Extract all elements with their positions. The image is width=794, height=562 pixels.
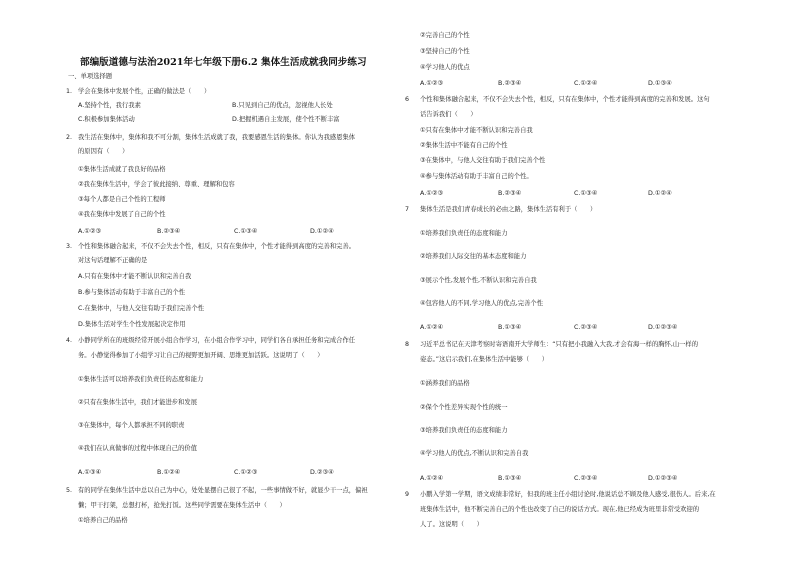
question-7-item-3: ③展示个性,发展个性,不断认识和完善自我 <box>420 277 537 284</box>
question-5-number: 5. <box>66 487 73 494</box>
question-2-option-b: B.②③④ <box>157 228 181 235</box>
question-8-option-c: C.②③④ <box>574 475 598 482</box>
q5-cont-item-2: ②完善自己的个性 <box>420 32 470 39</box>
question-2-stem-line2: 的原因有（ ） <box>78 148 129 155</box>
question-3-option-c: C.在集体中，与他人交往有助于我们完善个性 <box>78 305 205 312</box>
question-8-item-4: ④学习他人的优点,不断认识和完善自我 <box>420 450 529 457</box>
question-9-stem-line3: 人了。这说明（ ） <box>420 521 483 528</box>
question-8-item-1: ①涵养我们的品格 <box>420 380 470 387</box>
question-6-item-3: ③在集体中，与他人交往有助于我们完善个性 <box>420 157 546 164</box>
question-7-option-c: C.②③④ <box>574 324 598 331</box>
question-6-item-2: ②集体生活中不能有自己的个性 <box>420 142 508 149</box>
question-6-option-a: A.①②③ <box>420 190 444 197</box>
question-1-option-d: D.把握机遇自主发展，使个性不断丰富 <box>232 116 340 123</box>
question-6-stem-line2: 话告诉我们（ ） <box>420 111 477 118</box>
question-7-item-4: ④包容他人的不同,学习他人的优点,完善个性 <box>420 300 543 307</box>
question-4-item-3: ③在集体中，每个人都承担不同的职责 <box>78 422 185 429</box>
question-7-option-a: A.①②④ <box>420 324 444 331</box>
q5-cont-item-4: ④学习他人的优点 <box>420 64 470 71</box>
question-4-option-c: C.①②③ <box>234 469 258 476</box>
question-7-number: 7 <box>405 206 410 213</box>
question-8-option-d: D.①②③④ <box>648 475 678 482</box>
question-4-stem-line2: 务。小静觉得参加了小组学习让自己的视野更加开阔、思维更加活跃。这说明了（ ） <box>78 352 324 359</box>
question-3-number: 3. <box>66 243 73 250</box>
question-4-option-b: B.①②④ <box>157 469 181 476</box>
q5-cont-item-3: ③坚持自己的个性 <box>420 48 470 55</box>
question-9-number: 9 <box>405 491 410 498</box>
question-2-item-1: ①集体生活成就了我良好的品格 <box>78 166 166 173</box>
question-6-option-b: B.②③④ <box>498 190 522 197</box>
question-3-option-b: B.参与集体活动有助于丰富自己的个性 <box>78 289 186 296</box>
question-3-option-d: D.集体生活对学生个性发展起决定作用 <box>78 321 186 328</box>
question-4-stem-line1: 小静同学所在的班级经常开展小组合作学习，在小组合作学习中，同学们各自承担任务和完成合作任 <box>78 337 356 344</box>
question-2-option-d: D.①②④ <box>310 228 334 235</box>
question-4-number: 4. <box>66 337 73 344</box>
question-8-option-b: B.①③④ <box>498 475 522 482</box>
question-4-item-1: ①集体生活可以培养我们负责任的态度和能力 <box>78 376 204 383</box>
question-3-stem-line2: 对这句话理解不正确的是 <box>78 257 148 264</box>
question-6-stem-line1: 个性和集体融合起来，不仅不会失去个性，相反，只有在集体中，个性才能得到高度的完善和发展。这句 <box>420 96 710 103</box>
question-2-stem-line1: 我生活在集体中，集体和我不可分割，集体生活成就了我，我要感恩生活的集体。你认为我感恩集体 <box>78 134 356 141</box>
question-2-item-4: ④我在集体中发展了自己的个性 <box>78 211 166 218</box>
question-5-option-b: B.②③④ <box>498 80 522 87</box>
question-1-option-a: A.坚持个性，我行我素 <box>78 102 141 109</box>
question-6-option-c: C.①③④ <box>574 190 598 197</box>
question-5-option-d: D.①③④ <box>648 80 672 87</box>
question-2-option-a: A.①②③ <box>78 228 102 235</box>
question-8-item-3: ③培养我们负责任的态度和能力 <box>420 427 508 434</box>
question-2-number: 2. <box>66 134 73 141</box>
question-8-stem-line1: 习近平总书记在天津考察时寄语南开大学师生：“只有把小我融入大我,才会有海一样的胸怀,山一样的 <box>420 341 699 348</box>
question-7-item-2: ②培养我们人际交往的基本态度和能力 <box>420 253 527 260</box>
question-7-option-b: B.①③④ <box>498 324 522 331</box>
question-4-item-4: ④我们在认真做事的过程中体现自己的价值 <box>78 445 197 452</box>
question-6-item-4: ④参与集体活动有助于丰富自己的个性。 <box>420 173 533 180</box>
question-6-option-d: D.①②④ <box>648 190 672 197</box>
question-7-stem: 集体生活是我们青春成长的必由之路，集体生活有利于（ ） <box>420 206 597 213</box>
question-2-option-c: C.①③④ <box>234 228 258 235</box>
question-3-stem-line1: 个性和集体融合起来，不仅不会失去个性，相反，只有在集体中，个性才能得到高度的完善和完善。 <box>78 243 356 250</box>
question-5-option-a: A.①②③ <box>420 80 444 87</box>
question-2-item-2: ②我在集体生活中，学会了彼此接纳、尊重、理解和包容 <box>78 181 235 188</box>
question-1-option-b: B.只见到自己的优点，忽视他人长处 <box>232 102 333 109</box>
question-8-number: 8 <box>405 341 410 348</box>
question-6-item-1: ①只有在集体中才能不断认识和完善自我 <box>420 127 533 134</box>
question-1-number: 1. <box>66 88 73 95</box>
question-3-option-a: A.只有在集体中才能不断认识和完善自我 <box>78 273 192 280</box>
page-title: 部编版道德与法治2021年七年级下册6.2 集体生活成就我同步练习 <box>80 57 367 68</box>
question-1-stem: 学会在集体中发展个性，正确的做法是（ ） <box>78 88 211 95</box>
question-5-stem-line2: 懒；甲干打架，总想打杯，抢先打饭。这些同学需要在集体生活中（ ） <box>78 502 286 509</box>
question-2-item-3: ③每个人都是自己个性的工程师 <box>78 196 166 203</box>
question-5-item-1: ①培养自己的品格 <box>78 517 128 524</box>
question-9-stem-line1: 小鹏入学第一学期，语文成绩非常好，但我的班主任小组讨论时,他说话总不顾及他人感受,很伤人。后来,在 <box>420 491 716 498</box>
question-7-option-d: D.①②③④ <box>648 324 678 331</box>
question-5-stem-line1: 有的同学在集体生活中总以自己为中心，处处显摆自己很了不起，一些事情做不好，就显少干一点，偏袒 <box>78 487 368 494</box>
section-heading: 一、单项选择题 <box>68 73 113 80</box>
question-9-stem-line2: 班集体生活中，他不断完善自己的个性也改变了自己的说话方式。现在,他已经成为班里非常受欢迎的 <box>420 506 700 513</box>
question-7-item-1: ①培养我们负责任的态度和能力 <box>420 230 508 237</box>
question-1-option-c: C.积极参加集体活动 <box>78 116 135 123</box>
question-8-stem-line2: 姿态。”这启示我们,在集体生活中能够（ ） <box>420 356 549 363</box>
question-8-item-2: ②保个个性差异实现个性的统一 <box>420 404 508 411</box>
question-4-option-a: A.①③④ <box>78 469 102 476</box>
question-4-item-2: ②只有在集体生活中，我们才能进步和发展 <box>78 399 197 406</box>
question-4-option-d: D.②③④ <box>310 469 334 476</box>
question-5-option-c: C.①②④ <box>574 80 598 87</box>
question-6-number: 6 <box>405 96 410 103</box>
question-8-option-a: A.①②④ <box>420 475 444 482</box>
